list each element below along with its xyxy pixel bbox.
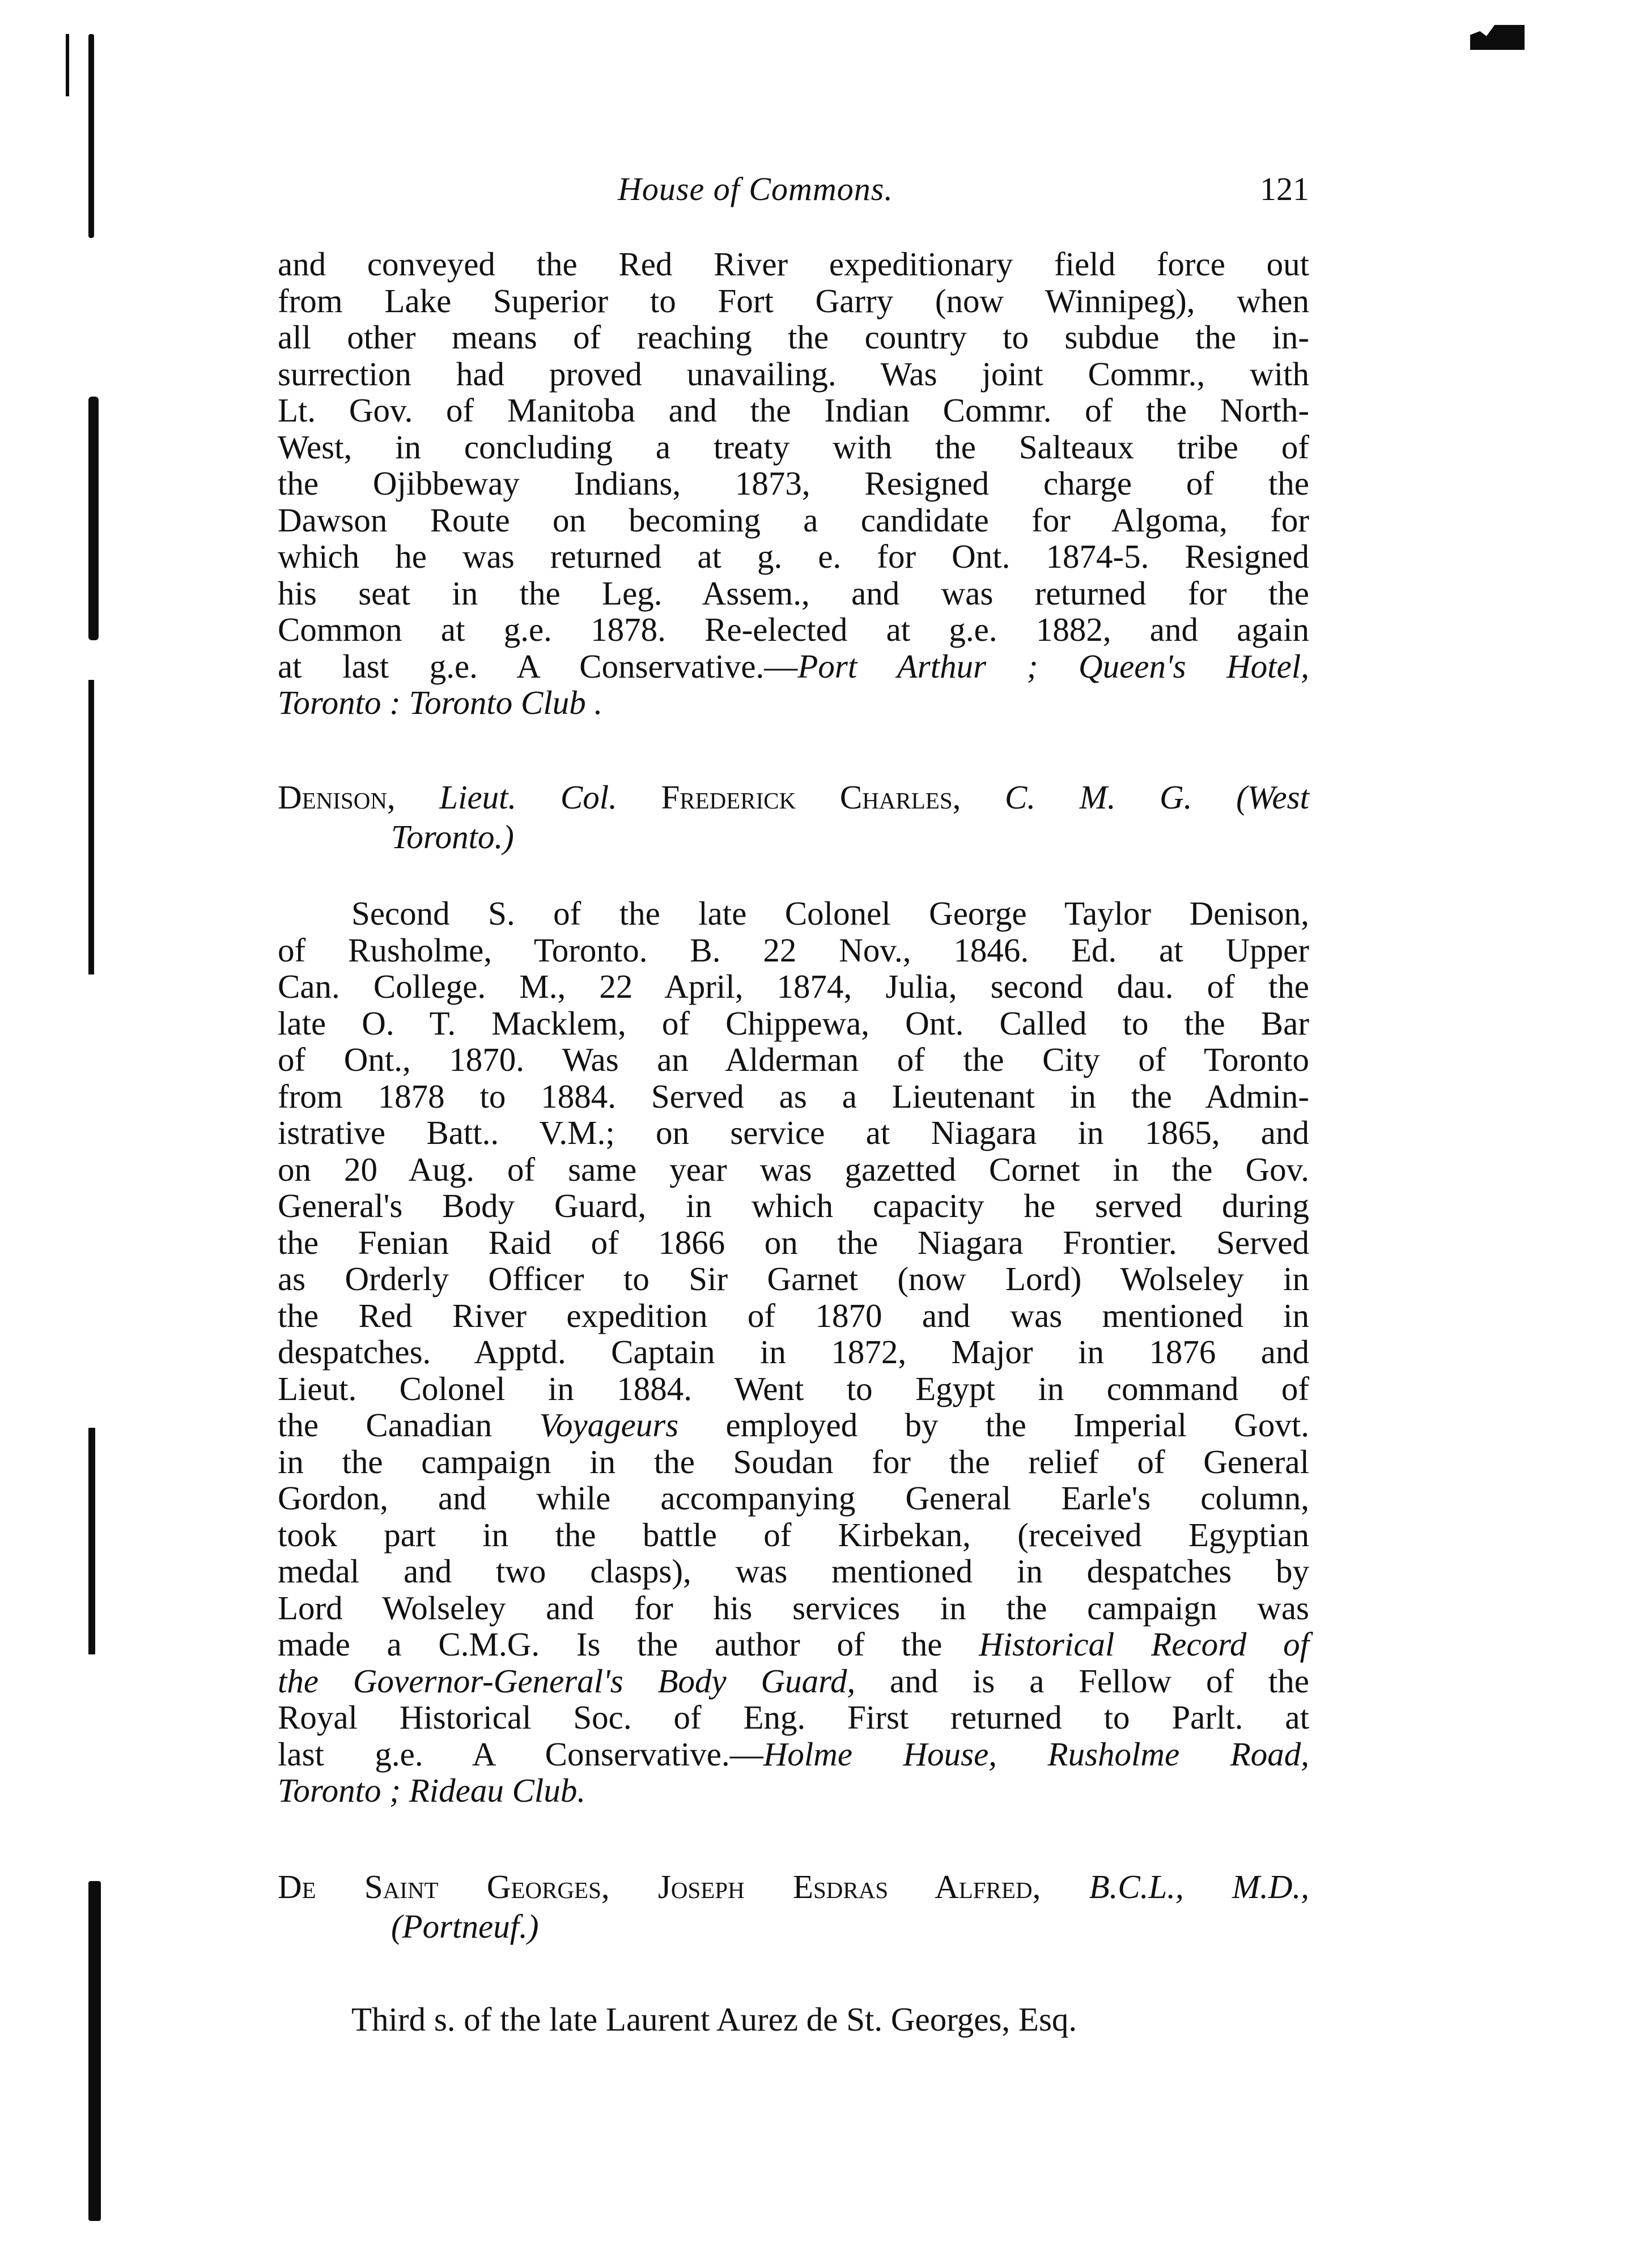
heading-line <box>278 1907 1309 1946</box>
text-line: Dawson Route on becoming a candidate for Algoma, for <box>278 501 1309 539</box>
running-title: House of Commons. <box>618 171 893 207</box>
text-line: West, in concluding a treaty with the Salteaux tribe of <box>278 428 1309 466</box>
text-line: from Lake Superior to Fort Garry (now Winnipeg), when <box>278 282 1309 320</box>
scan-artifact-mark <box>1470 25 1525 50</box>
constituency: (West <box>1236 778 1309 816</box>
continued-entry-paragraph <box>278 246 1309 721</box>
text-line: despatches. Apptd. Captain in 1872, Major in 1876 and <box>278 1333 1309 1371</box>
constituency: Toronto.) <box>391 818 514 856</box>
italic-term: Voyageurs <box>539 1406 679 1444</box>
given-names: Frederick Charles, <box>661 778 961 816</box>
text-line: Lord Wolseley and for his services in the campaign was <box>278 1589 1309 1627</box>
text-line: Second S. of the late Colonel George Taylor Denison, <box>351 895 1309 932</box>
entry-body-denison <box>278 895 1309 1809</box>
address-text: Toronto ; Rideau Club. <box>278 1772 586 1809</box>
entry-heading-denison <box>278 777 1309 857</box>
scan-binding-edge <box>88 1881 101 2221</box>
text-line: in the campaign in the Soudan for the relief of General <box>278 1443 1309 1480</box>
text-line: the Ojibbeway Indians, 1873, Resigned charge of the <box>278 465 1309 502</box>
page-header <box>278 170 1309 221</box>
text-line: on 20 Aug. of same year was gazetted Cornet in the Gov. <box>278 1150 1309 1188</box>
text-run: the Canadian <box>278 1406 540 1444</box>
scan-binding-edge <box>88 680 94 975</box>
degrees: B.C.L., M.D., <box>1089 1868 1309 1905</box>
text-line <box>278 1663 1309 1700</box>
honour: C. M. G. <box>1004 778 1192 816</box>
text-line: as Orderly Officer to Sir Garnet (now Lord) Wolseley in <box>278 1260 1309 1297</box>
text-line: General's Body Guard, in which capacity he served during <box>278 1187 1309 1224</box>
text-line: all other means of reaching the country to subdue the in- <box>278 318 1309 356</box>
text-line: Royal Historical Soc. of Eng. First returned to Parlt. at <box>278 1699 1309 1736</box>
address-text: Toronto : Toronto Club . <box>278 684 603 721</box>
book-title: the Governor-General's Body Guard, <box>278 1662 856 1700</box>
text-line: Third s. of the late Laurent Aurez de St. Georges, Esq. <box>351 2001 1077 2038</box>
book-title: Historical Record of <box>979 1626 1309 1663</box>
text-run: at last g.e. A Conservative.— <box>278 647 798 685</box>
text-line: Lieut. Colonel in 1884. Went to Egypt in command of <box>278 1369 1309 1407</box>
constituency: (Portneuf.) <box>391 1908 539 1945</box>
surname: De Saint Georges, <box>278 1868 610 1905</box>
address-text: Port Arthur ; Queen's Hotel, <box>797 647 1309 685</box>
heading-line <box>278 1867 1309 1907</box>
scan-binding-edge <box>88 397 99 640</box>
text-line <box>278 684 1309 721</box>
text-run: employed by the Imperial Govt. <box>678 1406 1309 1444</box>
text-run: last g.e. A Conservative.— <box>278 1735 763 1773</box>
text-line: late O. T. Macklem, of Chippewa, Ont. Called to the Bar <box>278 1004 1309 1042</box>
text-line <box>278 1407 1309 1444</box>
text-run: made a C.M.G. Is the author of the <box>278 1626 979 1663</box>
scan-binding-edge <box>88 1428 95 1654</box>
text-line: medal and two clasps), was mentioned in despatches by <box>278 1552 1309 1590</box>
text-line: surrection had proved unavailing. Was joint Commr., with <box>278 355 1309 393</box>
text-line <box>278 1772 1309 1809</box>
text-line: of Ont., 1870. Was an Alderman of the City of Toronto <box>278 1041 1309 1078</box>
text-line: took part in the battle of Kirbekan, (received Egyptian <box>278 1516 1309 1554</box>
entry-body-de-saint-georges <box>278 2001 1309 2038</box>
text-line: Gordon, and while accompanying General Earle's column, <box>278 1479 1309 1517</box>
text-line: Lt. Gov. of Manitoba and the Indian Commr. of the North- <box>278 392 1309 429</box>
heading-line <box>278 817 1309 857</box>
text-line: and conveyed the Red River expeditionary field force out <box>278 245 1309 283</box>
text-line: from 1878 to 1884. Served as a Lieutenant in the Admin- <box>278 1077 1309 1115</box>
scan-binding-edge <box>88 34 94 238</box>
text-line: the Fenian Raid of 1866 on the Niagara Frontier. Served <box>278 1223 1309 1261</box>
text-run: and is a Fellow of the <box>855 1662 1309 1700</box>
given-names: Joseph Esdras Alfred, <box>657 1868 1041 1905</box>
heading-line <box>278 777 1309 817</box>
address-text: Holme House, Rusholme Road, <box>763 1735 1309 1773</box>
text-line <box>278 1626 1309 1663</box>
text-line: the Red River expedition of 1870 and was mentioned in <box>278 1296 1309 1334</box>
surname: Denison, <box>278 778 396 816</box>
text-line: Common at g.e. 1878. Re-elected at g.e. 1882, and again <box>278 611 1309 648</box>
entry-heading-de-saint-georges <box>278 1867 1309 1946</box>
text-line: his seat in the Leg. Assem., and was returned for the <box>278 574 1309 612</box>
rank: Lieut. Col. <box>439 778 617 816</box>
text-line: istrative Batt.. V.M.; on service at Niagara in 1865, and <box>278 1114 1309 1151</box>
text-line: of Rusholme, Toronto. B. 22 Nov., 1846. Ed. at Upper <box>278 931 1309 969</box>
text-line <box>278 648 1309 685</box>
text-line: Can. College. M., 22 April, 1874, Julia, second dau. of the <box>278 968 1309 1005</box>
scan-artifact-mark <box>66 34 69 96</box>
text-line: which he was returned at g. e. for Ont. 1874-5. Resigned <box>278 538 1309 575</box>
page-number: 121 <box>1260 171 1309 207</box>
text-line <box>278 1736 1309 1773</box>
